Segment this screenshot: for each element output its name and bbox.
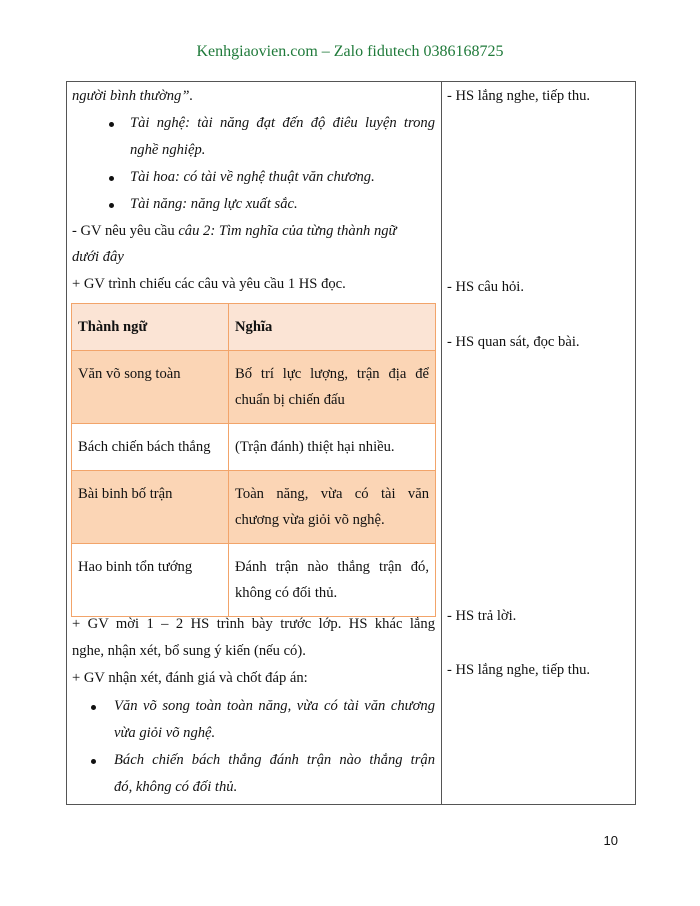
bullet-tai-hoa: Tài hoa: có tài về nghệ thuật văn chương. (130, 169, 375, 185)
task-prefix: - GV nêu yêu cầu (72, 223, 179, 239)
answer1-line2: vừa giỏi võ nghệ. (114, 725, 216, 741)
answer2-line2: đó, không có đối thủ. (114, 779, 238, 795)
present-instruction: + GV trình chiếu các câu và yêu cầu 1 HS đọc. (72, 276, 346, 292)
bullet-tai-nang: Tài năng: năng lực xuất sắc. (130, 196, 298, 212)
idiom-cell: Bài binh bố trận (72, 471, 229, 544)
table-header-row (72, 304, 436, 351)
task-line2: dưới đây (72, 249, 124, 265)
table-row (72, 424, 436, 471)
table-row (72, 544, 436, 617)
page-number: 10 (603, 833, 618, 848)
table-row (72, 471, 436, 544)
lesson-table (66, 81, 636, 805)
student-activity-3: - HS quan sát, đọc bài. (447, 334, 580, 350)
bullet-tai-nghe-line2: nghề nghiệp. (130, 142, 206, 158)
task-italic: câu 2: Tìm nghĩa của từng thành ngữ (178, 223, 397, 239)
bullet-icon (109, 176, 114, 181)
meaning-cell: Đánh trận nào thắng trận đó, không có đối thủ. (229, 544, 436, 617)
table-row (72, 351, 436, 424)
student-activity-2: - HS câu hỏi. (447, 279, 525, 295)
conclude-line: + GV nhận xét, đánh giá và chốt đáp án: (72, 670, 308, 686)
page-header: Kenhgiaovien.com – Zalo fidutech 0386168725 (196, 43, 504, 60)
meaning-cell: Toàn năng, vừa có tài văn chương vừa giỏi võ nghệ. (229, 471, 436, 544)
idiom-cell: Văn võ song toàn (72, 351, 229, 424)
student-activity-5: - HS lắng nghe, tiếp thu. (447, 662, 591, 678)
bullet-icon (91, 705, 96, 710)
invite-line1: + GV mời 1 – 2 HS trình bày trước lớp. HS khác lắng (72, 616, 435, 632)
idiom-cell: Bách chiến bách thắng (72, 424, 229, 471)
student-activity-1: - HS lắng nghe, tiếp thu. (447, 88, 591, 104)
idiom-cell: Hao binh tổn tướng (72, 544, 229, 617)
invite-line2: nghe, nhận xét, bổ sung ý kiến (nếu có). (72, 643, 306, 659)
bullet-icon (109, 203, 114, 208)
meaning-cell: Bố trí lực lượng, trận địa để chuẩn bị chiến đấu (229, 351, 436, 424)
student-activity-4: - HS trả lời. (447, 608, 517, 624)
header-idiom: Thành ngữ (72, 304, 229, 351)
answer1-line1: Văn võ song toàn toàn năng, vừa có tài văn chương (114, 698, 435, 714)
quote-end: người bình thường”. (72, 88, 194, 104)
answer2-line1: Bách chiến bách thắng đánh trận nào thắng trận (114, 752, 435, 768)
bullet-icon (109, 122, 114, 127)
bullet-tai-nghe-line1: Tài nghệ: tài năng đạt đến độ điêu luyện trong (130, 115, 435, 131)
task-line1 (72, 222, 397, 241)
meaning-cell: (Trận đánh) thiệt hại nhiều. (229, 424, 436, 471)
bullet-icon (91, 759, 96, 764)
header-meaning: Nghĩa (229, 304, 436, 351)
column-divider (441, 82, 442, 804)
idiom-table (71, 303, 436, 617)
